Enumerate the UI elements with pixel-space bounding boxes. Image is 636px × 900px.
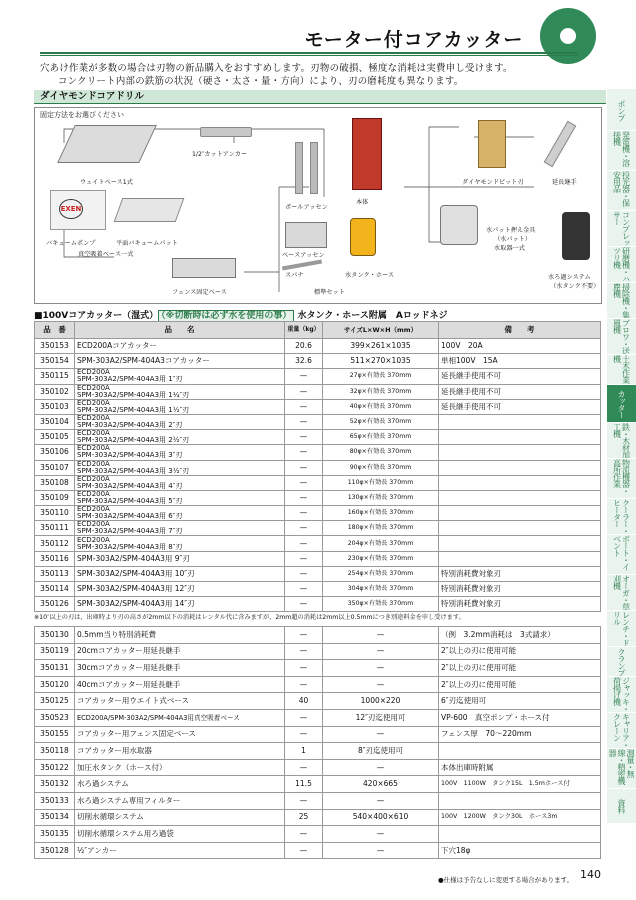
side-tab[interactable]: 土木作業機 — [607, 354, 636, 385]
product-weight: — — [285, 490, 323, 505]
product-name: 30cmコアカッター用延長継手 — [75, 660, 285, 677]
caption-extension: 延長継手 — [552, 179, 577, 186]
caption-filter-2: （水タンク不要） — [550, 283, 600, 290]
side-tab[interactable]: クーラー・ヒーター — [607, 498, 636, 535]
core-cutter-table — [34, 321, 601, 612]
product-size: 12″刃迄使用可 — [323, 709, 439, 726]
table-title-prefix: ■100Vコアカッター（湿式） — [34, 311, 159, 321]
product-size: 420×665 — [323, 776, 439, 793]
exen-logo: EXEN — [59, 199, 83, 219]
side-tab[interactable]: 資料 — [607, 788, 636, 823]
product-name-line-1: ECD200A — [77, 520, 110, 529]
product-remarks — [439, 536, 601, 551]
table-row — [35, 566, 601, 581]
product-remarks — [439, 414, 601, 429]
product-name-line-1: ECD200A — [77, 399, 110, 407]
product-weight: — — [285, 414, 323, 429]
product-name-line-1: ECD200A — [77, 414, 110, 423]
table-row — [35, 521, 601, 536]
product-size: — — [323, 643, 439, 660]
product-code: 350114 — [35, 582, 75, 597]
product-code: 350118 — [35, 743, 75, 760]
caption-vacuum-set: 真空吸着ベース一式 — [78, 251, 134, 258]
product-weight: 40 — [285, 693, 323, 710]
product-size: — — [323, 676, 439, 693]
table-row — [35, 743, 601, 760]
product-code: 350133 — [35, 792, 75, 809]
product-remarks: 本体出庫時附属 — [439, 759, 601, 776]
product-weight: — — [285, 582, 323, 597]
product-size: — — [323, 660, 439, 677]
product-size: 304φ×有効長 370mm — [323, 582, 439, 597]
title-rule-thin — [40, 55, 578, 56]
product-remarks: （例 3.2mm消耗は 3式請求） — [439, 627, 601, 644]
product-code: 350108 — [35, 475, 75, 490]
product-size: 40φ×有効長 370mm — [323, 399, 439, 414]
product-code: 350119 — [35, 643, 75, 660]
product-code: 350130 — [35, 627, 75, 644]
product-weight: — — [285, 726, 323, 743]
product-size: — — [323, 627, 439, 644]
product-remarks — [439, 445, 601, 460]
product-name: SPM-303A2/SPM-404A3用 12″刃 — [75, 582, 285, 597]
product-name: SPM-303A2/SPM-404A3コアカッター — [75, 354, 285, 369]
product-remarks — [439, 743, 601, 760]
product-code: 350126 — [35, 597, 75, 612]
table-row — [35, 842, 601, 859]
product-remarks: 特別消耗費対象刃 — [439, 582, 601, 597]
product-name — [75, 445, 285, 460]
product-code: 350106 — [35, 445, 75, 460]
product-remarks: 2″以上の刃に使用可能 — [439, 660, 601, 677]
product-name: 40cmコアカッター用延長継手 — [75, 676, 285, 693]
product-name: SPM-303A2/SPM-404A3用 10″刃 — [75, 566, 285, 581]
header-remarks: 備 考 — [439, 322, 601, 339]
product-code: 350122 — [35, 759, 75, 776]
product-name — [75, 460, 285, 475]
product-name — [75, 384, 285, 399]
filter-system-image — [562, 212, 590, 260]
product-name: 水ろ過システム — [75, 776, 285, 793]
table-row — [35, 536, 601, 551]
product-name-line-1: ECD200A — [77, 535, 110, 544]
product-weight: — — [285, 566, 323, 581]
product-size: 130φ×有効長 370mm — [323, 490, 439, 505]
table-row — [35, 506, 601, 521]
caption-fence-base: フェンス固定ベース — [172, 289, 227, 296]
product-name: 水ろ過システム専用フィルター — [75, 792, 285, 809]
side-tab[interactable]: ブロワ・送風機 — [607, 318, 636, 355]
product-weight: — — [285, 709, 323, 726]
product-code: 350132 — [35, 776, 75, 793]
product-size: 350φ×有効長 370mm — [323, 597, 439, 612]
product-weight: — — [285, 551, 323, 566]
caption-weight-base: ウェイトベース1式 — [80, 179, 133, 186]
product-remarks — [439, 460, 601, 475]
product-code: 350125 — [35, 693, 75, 710]
header-weight: 重量（kg） — [285, 322, 323, 339]
product-code: 350523 — [35, 709, 75, 726]
table-row — [35, 445, 601, 460]
product-name: 0.5mm当り特別消耗費 — [75, 627, 285, 644]
side-tab[interactable]: コンプレッサー — [607, 210, 636, 247]
product-weight: — — [285, 792, 323, 809]
product-name-line-2: SPM-303A2/SPM-404A3用 1½″刃 — [77, 405, 190, 414]
core-drill-body-image — [352, 118, 382, 190]
table-row — [35, 709, 601, 726]
caption-water-tank: 水タンク・ホース — [345, 272, 395, 279]
product-name-line-1: ECD200A — [77, 368, 110, 377]
product-name-line-2: SPM-303A2/SPM-404A3用 3″刃 — [77, 451, 183, 460]
product-weight: — — [285, 399, 323, 414]
fence-base-image — [172, 258, 236, 278]
caption-filter-1: 水ろ過システム — [548, 274, 591, 281]
section-heading: ダイヤモンドコアドリル — [34, 90, 606, 104]
product-weight: — — [285, 536, 323, 551]
product-name-line-2: SPM-303A2/SPM-404A3用 3½″刃 — [77, 466, 190, 475]
table-footnote: ※10″以上の刃は，出庫時より刃の高さが2mm以下の消耗はレンタル代に含みますが，2mm超の消耗は2mm以上0.5mmにつき別途料金を申し受けます。 — [34, 614, 465, 621]
product-name-line-1: ECD200A — [77, 384, 110, 392]
table-row — [35, 399, 601, 414]
side-tab[interactable]: ポンプ — [607, 88, 636, 131]
caption-bit: ダイヤモンドビット刃 — [462, 179, 524, 186]
vacuum-pump-image — [50, 190, 106, 230]
anchor-image — [200, 127, 252, 137]
header-size: サイズL×W×H（mm） — [323, 322, 439, 339]
product-size: 399×261×1035 — [323, 339, 439, 354]
product-code: 350104 — [35, 414, 75, 429]
side-tab[interactable]: クランプ — [607, 646, 636, 677]
product-size: 52φ×有効長 370mm — [323, 414, 439, 429]
pole-image-2 — [310, 142, 318, 194]
table-row — [35, 759, 601, 776]
product-remarks — [439, 490, 601, 505]
product-code: 350113 — [35, 566, 75, 581]
table-title-suffix: 水タンク・ホース附属 Aロッドネジ — [297, 311, 448, 321]
product-weight: 32.6 — [285, 354, 323, 369]
product-size: 32φ×有効長 370mm — [323, 384, 439, 399]
header-code: 品 番 — [35, 322, 75, 339]
product-remarks: 延長継手使用不可 — [439, 384, 601, 399]
product-name: コアカッター用水取器 — [75, 743, 285, 760]
caption-standard-set: 標準セット — [314, 289, 345, 296]
product-size: 230φ×有効長 370mm — [323, 551, 439, 566]
product-code: 350103 — [35, 399, 75, 414]
product-code: 350135 — [35, 826, 75, 843]
product-weight: — — [285, 842, 323, 859]
table-row — [35, 676, 601, 693]
product-size: — — [323, 842, 439, 859]
side-tab[interactable]: カッター — [607, 384, 636, 423]
product-size: 540×400×610 — [323, 809, 439, 826]
diamond-bit-image — [478, 120, 506, 168]
product-name-line-2: SPM-303A2/SPM-404A3用 1″刃 — [77, 375, 183, 384]
product-remarks: 単相100V 15A — [439, 354, 601, 369]
product-name — [75, 506, 285, 521]
side-tab[interactable]: ジャッキ・荷揚げ機 — [607, 676, 636, 713]
product-code: 350109 — [35, 490, 75, 505]
page-number: 140 — [580, 868, 601, 881]
base-assy-image — [285, 222, 327, 248]
product-remarks: 6″刃迄使用可 — [439, 693, 601, 710]
product-name: コアカッター用フェンス固定ベース — [75, 726, 285, 743]
product-size: 204φ×有効長 370mm — [323, 536, 439, 551]
product-code: 350115 — [35, 369, 75, 384]
product-weight: — — [285, 506, 323, 521]
table-row — [35, 597, 601, 612]
side-tab[interactable]: キャリア・クレーン — [607, 712, 636, 749]
product-name — [75, 536, 285, 551]
product-size: 27φ×有効長 370mm — [323, 369, 439, 384]
table-row — [35, 430, 601, 445]
water-pad-image — [440, 205, 478, 245]
side-tab[interactable]: 投光器・保安用品 — [607, 170, 636, 211]
product-remarks — [439, 551, 601, 566]
product-weight: 20.6 — [285, 339, 323, 354]
vacuum-pad-image — [114, 198, 185, 222]
product-weight: — — [285, 826, 323, 843]
product-weight: — — [285, 759, 323, 776]
product-name — [75, 430, 285, 445]
accessory-table — [34, 626, 601, 859]
product-remarks: 100V 20A — [439, 339, 601, 354]
product-name-line-1: ECD200A — [77, 429, 110, 438]
table-row — [35, 369, 601, 384]
product-name-line-2: SPM-303A2/SPM-404A3用 4″刃 — [77, 481, 183, 490]
product-remarks — [439, 792, 601, 809]
table-row — [35, 776, 601, 793]
product-name-line-1: ECD200A — [77, 475, 110, 483]
product-name — [75, 369, 285, 384]
product-name: ECD200A/SPM-303A2/SPM-404A3用真空吸着ベース — [75, 709, 285, 726]
product-remarks: 下穴18φ — [439, 842, 601, 859]
caption-vacuum-pad: 平面バキュームパット — [116, 240, 178, 247]
side-tab[interactable]: 発電機・溶接機 — [607, 130, 636, 171]
product-code: 350120 — [35, 676, 75, 693]
table-title — [34, 308, 448, 321]
product-weight: — — [285, 597, 323, 612]
side-tab[interactable]: ボート・イベント — [607, 534, 636, 575]
product-remarks: 延長継手使用不可 — [439, 369, 601, 384]
product-name — [75, 414, 285, 429]
product-name-line-2: SPM-303A2/SPM-404A3用 7″刃 — [77, 527, 183, 536]
product-remarks: 延長継手使用不可 — [439, 399, 601, 414]
product-code: 350110 — [35, 506, 75, 521]
product-code: 350153 — [35, 339, 75, 354]
product-code: 350102 — [35, 384, 75, 399]
pole-image-1 — [295, 142, 303, 194]
product-weight: — — [285, 460, 323, 475]
table-row — [35, 582, 601, 597]
header-name: 品 名 — [75, 322, 285, 339]
product-weight: — — [285, 430, 323, 445]
side-tab[interactable]: 鉄・木材加工機 — [607, 422, 636, 459]
caption-pad-holder-1: 水パット押え金具 — [486, 227, 536, 234]
intro-line-1: 穴あけ作業が多数の場合は刃物の新品購入をおすすめします。刃物の破損、極度な消耗は実費申し受けます。 — [40, 63, 513, 74]
product-remarks: 2″以上の刃に使用可能 — [439, 676, 601, 693]
product-size: 8″刃迄使用可 — [323, 743, 439, 760]
table-row — [35, 809, 601, 826]
side-tab[interactable]: レンチ・ドリル — [607, 610, 636, 647]
intro-line-2: コンクリート内部の鉄筋の状況（硬さ・太さ・量・方向）により、刃の磨耗度も異なります。 — [58, 76, 464, 87]
table-row — [35, 384, 601, 399]
product-size: 180φ×有効長 370mm — [323, 521, 439, 536]
caption-body: 本体 — [356, 199, 369, 206]
product-remarks — [439, 521, 601, 536]
product-size: 511×270×1035 — [323, 354, 439, 369]
product-name: 加圧水タンク（ホース付） — [75, 759, 285, 776]
product-code: 350111 — [35, 521, 75, 536]
product-code: 350112 — [35, 536, 75, 551]
product-code: 350116 — [35, 551, 75, 566]
product-name: 切削水循環システム — [75, 809, 285, 826]
product-name — [75, 475, 285, 490]
product-name: ½″アンカー — [75, 842, 285, 859]
product-name — [75, 399, 285, 414]
product-weight: — — [285, 676, 323, 693]
table-row — [35, 826, 601, 843]
product-code: 350134 — [35, 809, 75, 826]
table-row — [35, 551, 601, 566]
table-row — [35, 792, 601, 809]
product-name-line-1: ECD200A — [77, 460, 110, 468]
table-title-note: （※切断時は必ず水を使用の事） — [158, 310, 294, 322]
table-row — [35, 726, 601, 743]
page-title: モーター付コアカッター — [304, 29, 524, 51]
product-weight: — — [285, 384, 323, 399]
product-weight: — — [285, 369, 323, 384]
water-tank-image — [350, 218, 376, 256]
table-row — [35, 354, 601, 369]
product-size: — — [323, 759, 439, 776]
product-weight: — — [285, 643, 323, 660]
product-name: ECD200Aコアカッター — [75, 339, 285, 354]
caption-vacuum-pump: バキュームポンプ — [46, 240, 96, 247]
product-size: 110φ×有効長 370mm — [323, 475, 439, 490]
product-weight: 1 — [285, 743, 323, 760]
product-size: — — [323, 792, 439, 809]
product-size: 160φ×有効長 370mm — [323, 506, 439, 521]
product-name: SPM-303A2/SPM-404A3用 9″刃 — [75, 551, 285, 566]
product-name-line-2: SPM-303A2/SPM-404A3用 8″刃 — [77, 542, 183, 551]
caption-anchor: 1/2″カットアンカー — [192, 151, 248, 158]
product-weight: 25 — [285, 809, 323, 826]
table-row — [35, 693, 601, 710]
product-remarks — [439, 506, 601, 521]
product-remarks: フェンス厚 70〜220mm — [439, 726, 601, 743]
product-code: 350128 — [35, 842, 75, 859]
product-code: 350155 — [35, 726, 75, 743]
side-tab[interactable]: 測量・無線・精密機器 — [607, 748, 636, 789]
table-row — [35, 660, 601, 677]
product-remarks — [439, 826, 601, 843]
product-code: 350107 — [35, 460, 75, 475]
table-row — [35, 414, 601, 429]
product-code: 350131 — [35, 660, 75, 677]
product-weight: 11.5 — [285, 776, 323, 793]
product-name — [75, 521, 285, 536]
caption-spanner: スパナ — [285, 272, 304, 279]
product-remarks — [439, 430, 601, 445]
product-size: 90φ×有効長 370mm — [323, 460, 439, 475]
product-size: — — [323, 726, 439, 743]
product-size: 80φ×有効長 370mm — [323, 445, 439, 460]
product-name-line-1: ECD200A — [77, 505, 110, 514]
caption-base-assy: ベースアッセン — [282, 252, 325, 259]
title-rule — [40, 52, 578, 54]
product-remarks: 2″以上の刃に使用可能 — [439, 643, 601, 660]
product-code: 350105 — [35, 430, 75, 445]
product-name-line-2: SPM-303A2/SPM-404A3用 2″刃 — [77, 421, 183, 430]
product-name-line-2: SPM-303A2/SPM-404A3用 5″刃 — [77, 496, 183, 505]
table-row — [35, 475, 601, 490]
side-tab[interactable]: 研磨機・ハツリ機 — [607, 246, 636, 283]
product-name-line-2: SPM-303A2/SPM-404A3用 1¼″刃 — [77, 390, 190, 399]
product-remarks: 特別消耗費対象刃 — [439, 566, 601, 581]
product-name: コアカッター用ウエイト式ベース — [75, 693, 285, 710]
product-name: 切削水循環システム用ろ過袋 — [75, 826, 285, 843]
product-weight: — — [285, 660, 323, 677]
table-row — [35, 627, 601, 644]
product-name-line-1: ECD200A — [77, 444, 110, 453]
product-name-line-1: ECD200A — [77, 490, 110, 498]
product-size: — — [323, 826, 439, 843]
product-name — [75, 490, 285, 505]
product-name-line-2: SPM-303A2/SPM-404A3用 6″刃 — [77, 512, 183, 521]
product-size: 65φ×有効長 370mm — [323, 430, 439, 445]
spec-change-note: ●仕様は予告なしに変更する場合があります。 — [438, 876, 574, 884]
product-weight: — — [285, 475, 323, 490]
product-name-line-2: SPM-303A2/SPM-404A3用 2½″刃 — [77, 436, 190, 445]
product-code: 350154 — [35, 354, 75, 369]
caption-pole: ポールアッセン — [285, 204, 328, 211]
product-remarks: VP-600 真空ポンプ・ホース付 — [439, 709, 601, 726]
product-remarks: 100V 1200W タンク30L ホース3m — [439, 809, 601, 826]
product-weight: — — [285, 445, 323, 460]
caption-pad-holder-3: 水取器一式 — [494, 245, 525, 252]
table-row — [35, 460, 601, 475]
side-tab[interactable]: 物流機器・高所作業 — [607, 458, 636, 499]
side-tab[interactable]: 掃除機・集塵機 — [607, 282, 636, 319]
product-name: 20cmコアカッター用延長継手 — [75, 643, 285, 660]
table-row — [35, 339, 601, 354]
product-size: 1000×220 — [323, 693, 439, 710]
diagram-instruction: 固定方法をお選びください — [40, 111, 124, 119]
table-row — [35, 643, 601, 660]
product-size: 254φ×有効長 370mm — [323, 566, 439, 581]
table-row — [35, 490, 601, 505]
caption-pad-holder-2: （水パット） — [494, 236, 532, 243]
product-name: SPM-303A2/SPM-404A3用 14″刃 — [75, 597, 285, 612]
product-remarks: 特別消耗費対象刃 — [439, 597, 601, 612]
side-tab[interactable]: オーガ・草刈機 — [607, 574, 636, 611]
product-remarks: 100V 1100W タンク15L 1.5mホース付 — [439, 776, 601, 793]
product-weight: — — [285, 521, 323, 536]
product-weight: — — [285, 627, 323, 644]
product-remarks — [439, 475, 601, 490]
